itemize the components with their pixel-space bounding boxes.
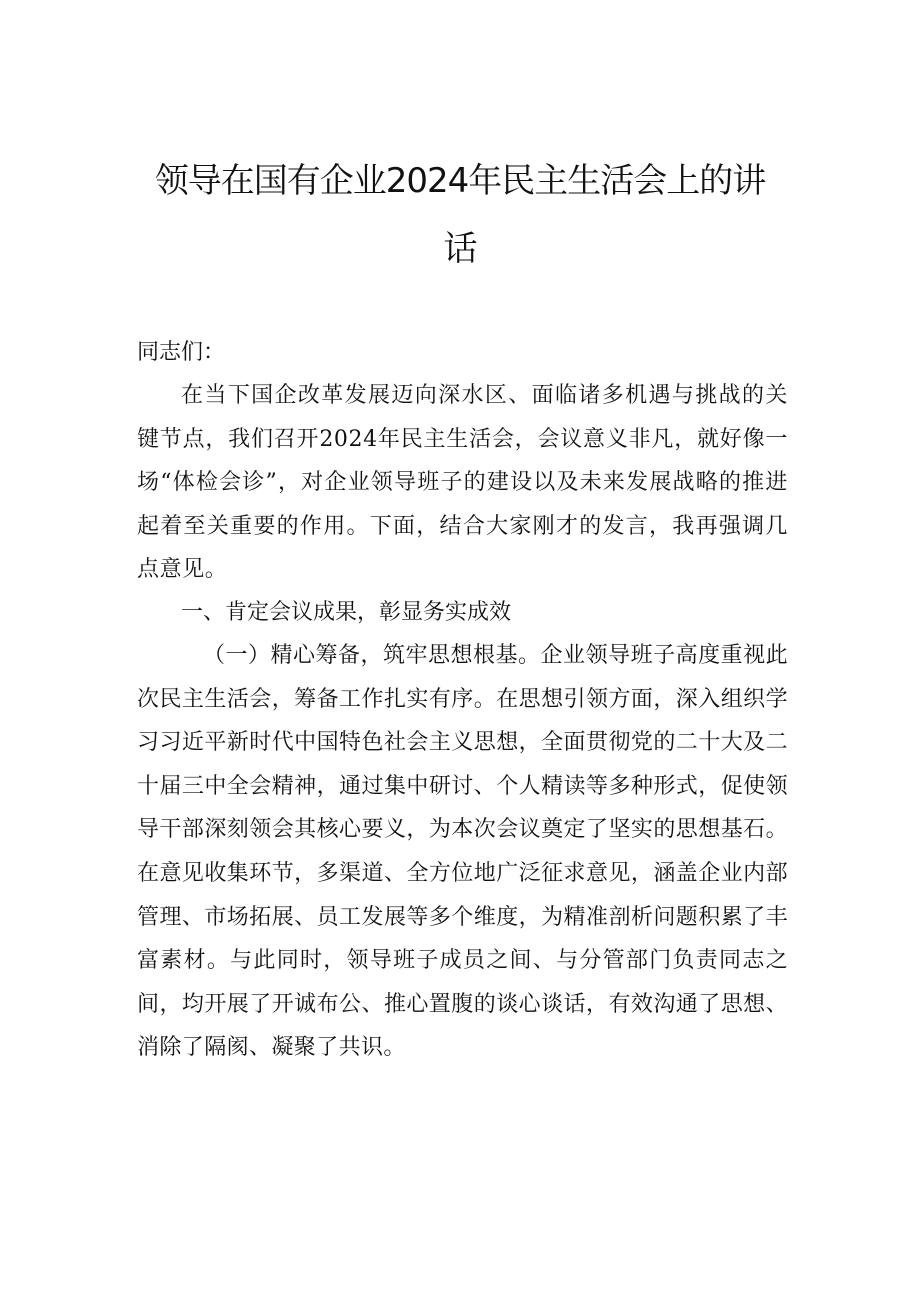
document-title-line-2: 话	[443, 229, 477, 269]
document-title-line-1: 领导在国有企业2024年民主生活会上的讲	[154, 161, 766, 201]
paragraph-section-1-1: （一）精心筹备，筑牢思想根基。企业领导班子高度重视此次民主生活会，筹备工作扎实有序。在思想引领方面，深入组织学习习近平新时代中国特色社会主义思想，全面贯彻党的二十大及二十届三中全会精神，通过集中研讨、个人精读等多种形式，促使领导干部深刻领会其核心要义，为本次会议奠定了坚实的思想基石。在意见收集环节，多渠道、全方位地广泛征求意见，涵盖企业内部管理、市场拓展、员工发展等多个维度，为精准剖析问题积累了丰富素材。与此同时，领导班子成员之间、与分管部门负责同志之间，均开展了开诚布公、推心置腹的谈心谈话，有效沟通了思想、消除了隔阂、凝聚了共识。	[137, 643, 788, 1061]
section-heading-1: 一、肯定会议成果，彰显务实成效	[181, 600, 512, 625]
paragraph-intro: 在当下国企改革发展迈向深水区、面临诸多机遇与挑战的关键节点，我们召开2024年民主生活会，会议意义非凡，就好像一场“体检会诊”，对企业领导班子的建设以及未来发展战略的推进起着至关重要的作用。下面，结合大家刚才的发言，我再强调几点意见。	[137, 383, 788, 583]
greeting: 同志们：	[137, 340, 226, 365]
